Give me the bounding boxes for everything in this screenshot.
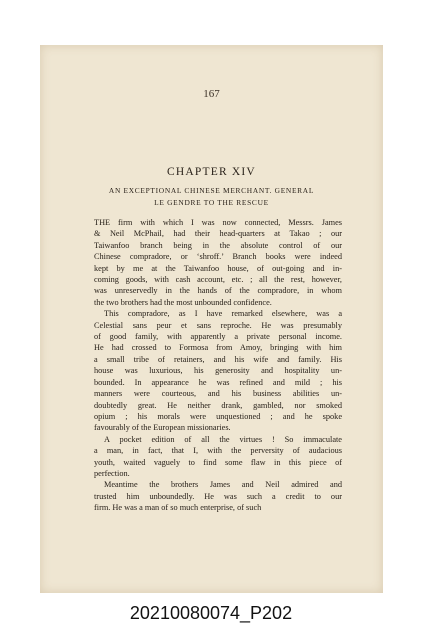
- text-line: Celestial sans peur et sans reproche. He was presumably: [94, 320, 342, 330]
- text-line: This compradore, as I have remarked elsewhere, was a: [104, 309, 342, 319]
- chapter-subtitle: [64, 185, 359, 208]
- text-line: firm. He was a man of so much enterprise, of such: [94, 503, 262, 513]
- page-number: 167: [203, 88, 220, 100]
- text-line: bounded. In appearance he was refined and mild ; his: [94, 377, 342, 387]
- text-line: Meantime the brothers James and Neil admired and: [104, 480, 342, 490]
- text-line: house was luxurious, his generosity and hospitality un-: [94, 366, 342, 376]
- text-line: doubtedly great. He neither drank, gambled, nor smoked: [94, 400, 342, 410]
- text-line: perfection.: [94, 468, 130, 478]
- text-line: THE firm with which I was now connected, Messrs. James: [94, 218, 342, 227]
- text-line: favourably of the European missionaries.: [94, 423, 231, 433]
- text-line: coming goods, with cash account, etc. ; all the rest, however,: [94, 275, 342, 285]
- text-line: a small tribe of retainers, and his wife and family. His: [94, 354, 342, 364]
- body-text: [94, 217, 342, 514]
- text-line: was unreservedly in the hands of the compradore, in whom: [94, 286, 342, 296]
- text-line: He had crossed to Formosa from Amoy, bringing with him: [94, 343, 342, 353]
- image-id-label: 20210080074_P202: [129, 603, 293, 623]
- text-line: kept by me at the Taiwanfoo house, of out-going and in-: [94, 263, 342, 273]
- chapter-title: CHAPTER XIV: [167, 166, 256, 178]
- chapter-subtitle-line: AN EXCEPTIONAL CHINESE MERCHANT. GENERAL: [108, 186, 315, 195]
- text-line: A pocket edition of all the virtues ! So immaculate: [104, 434, 342, 444]
- book-page: [40, 45, 383, 593]
- text-line: trusted him unboundedly. He was such a credit to our: [94, 491, 342, 501]
- text-line: youth, waited vaguely to find some flaw in this piece of: [94, 457, 342, 467]
- text-line: of good family, with apparently a private personal income.: [94, 332, 342, 342]
- chapter-subtitle-line: LE GENDRE TO THE RESCUE: [154, 197, 269, 207]
- text-line: opium ; his morals were unquestioned ; and he spoke: [94, 411, 342, 421]
- text-line: manners were courteous, and his business abilities un-: [94, 389, 342, 399]
- text-line: & Neil McPhail, had their head-quarters at Takao ; our: [94, 229, 342, 239]
- text-line: Taiwanfoo branch being in the absolute control of our: [94, 240, 342, 250]
- text-line: a man, in fact, that I, with the perversity of audacious: [94, 446, 342, 456]
- text-line: Chinese compradore, or ‘shroff.’ Branch books were indeed: [94, 252, 342, 262]
- text-line: the two brothers had the most unbounded confidence.: [94, 297, 272, 307]
